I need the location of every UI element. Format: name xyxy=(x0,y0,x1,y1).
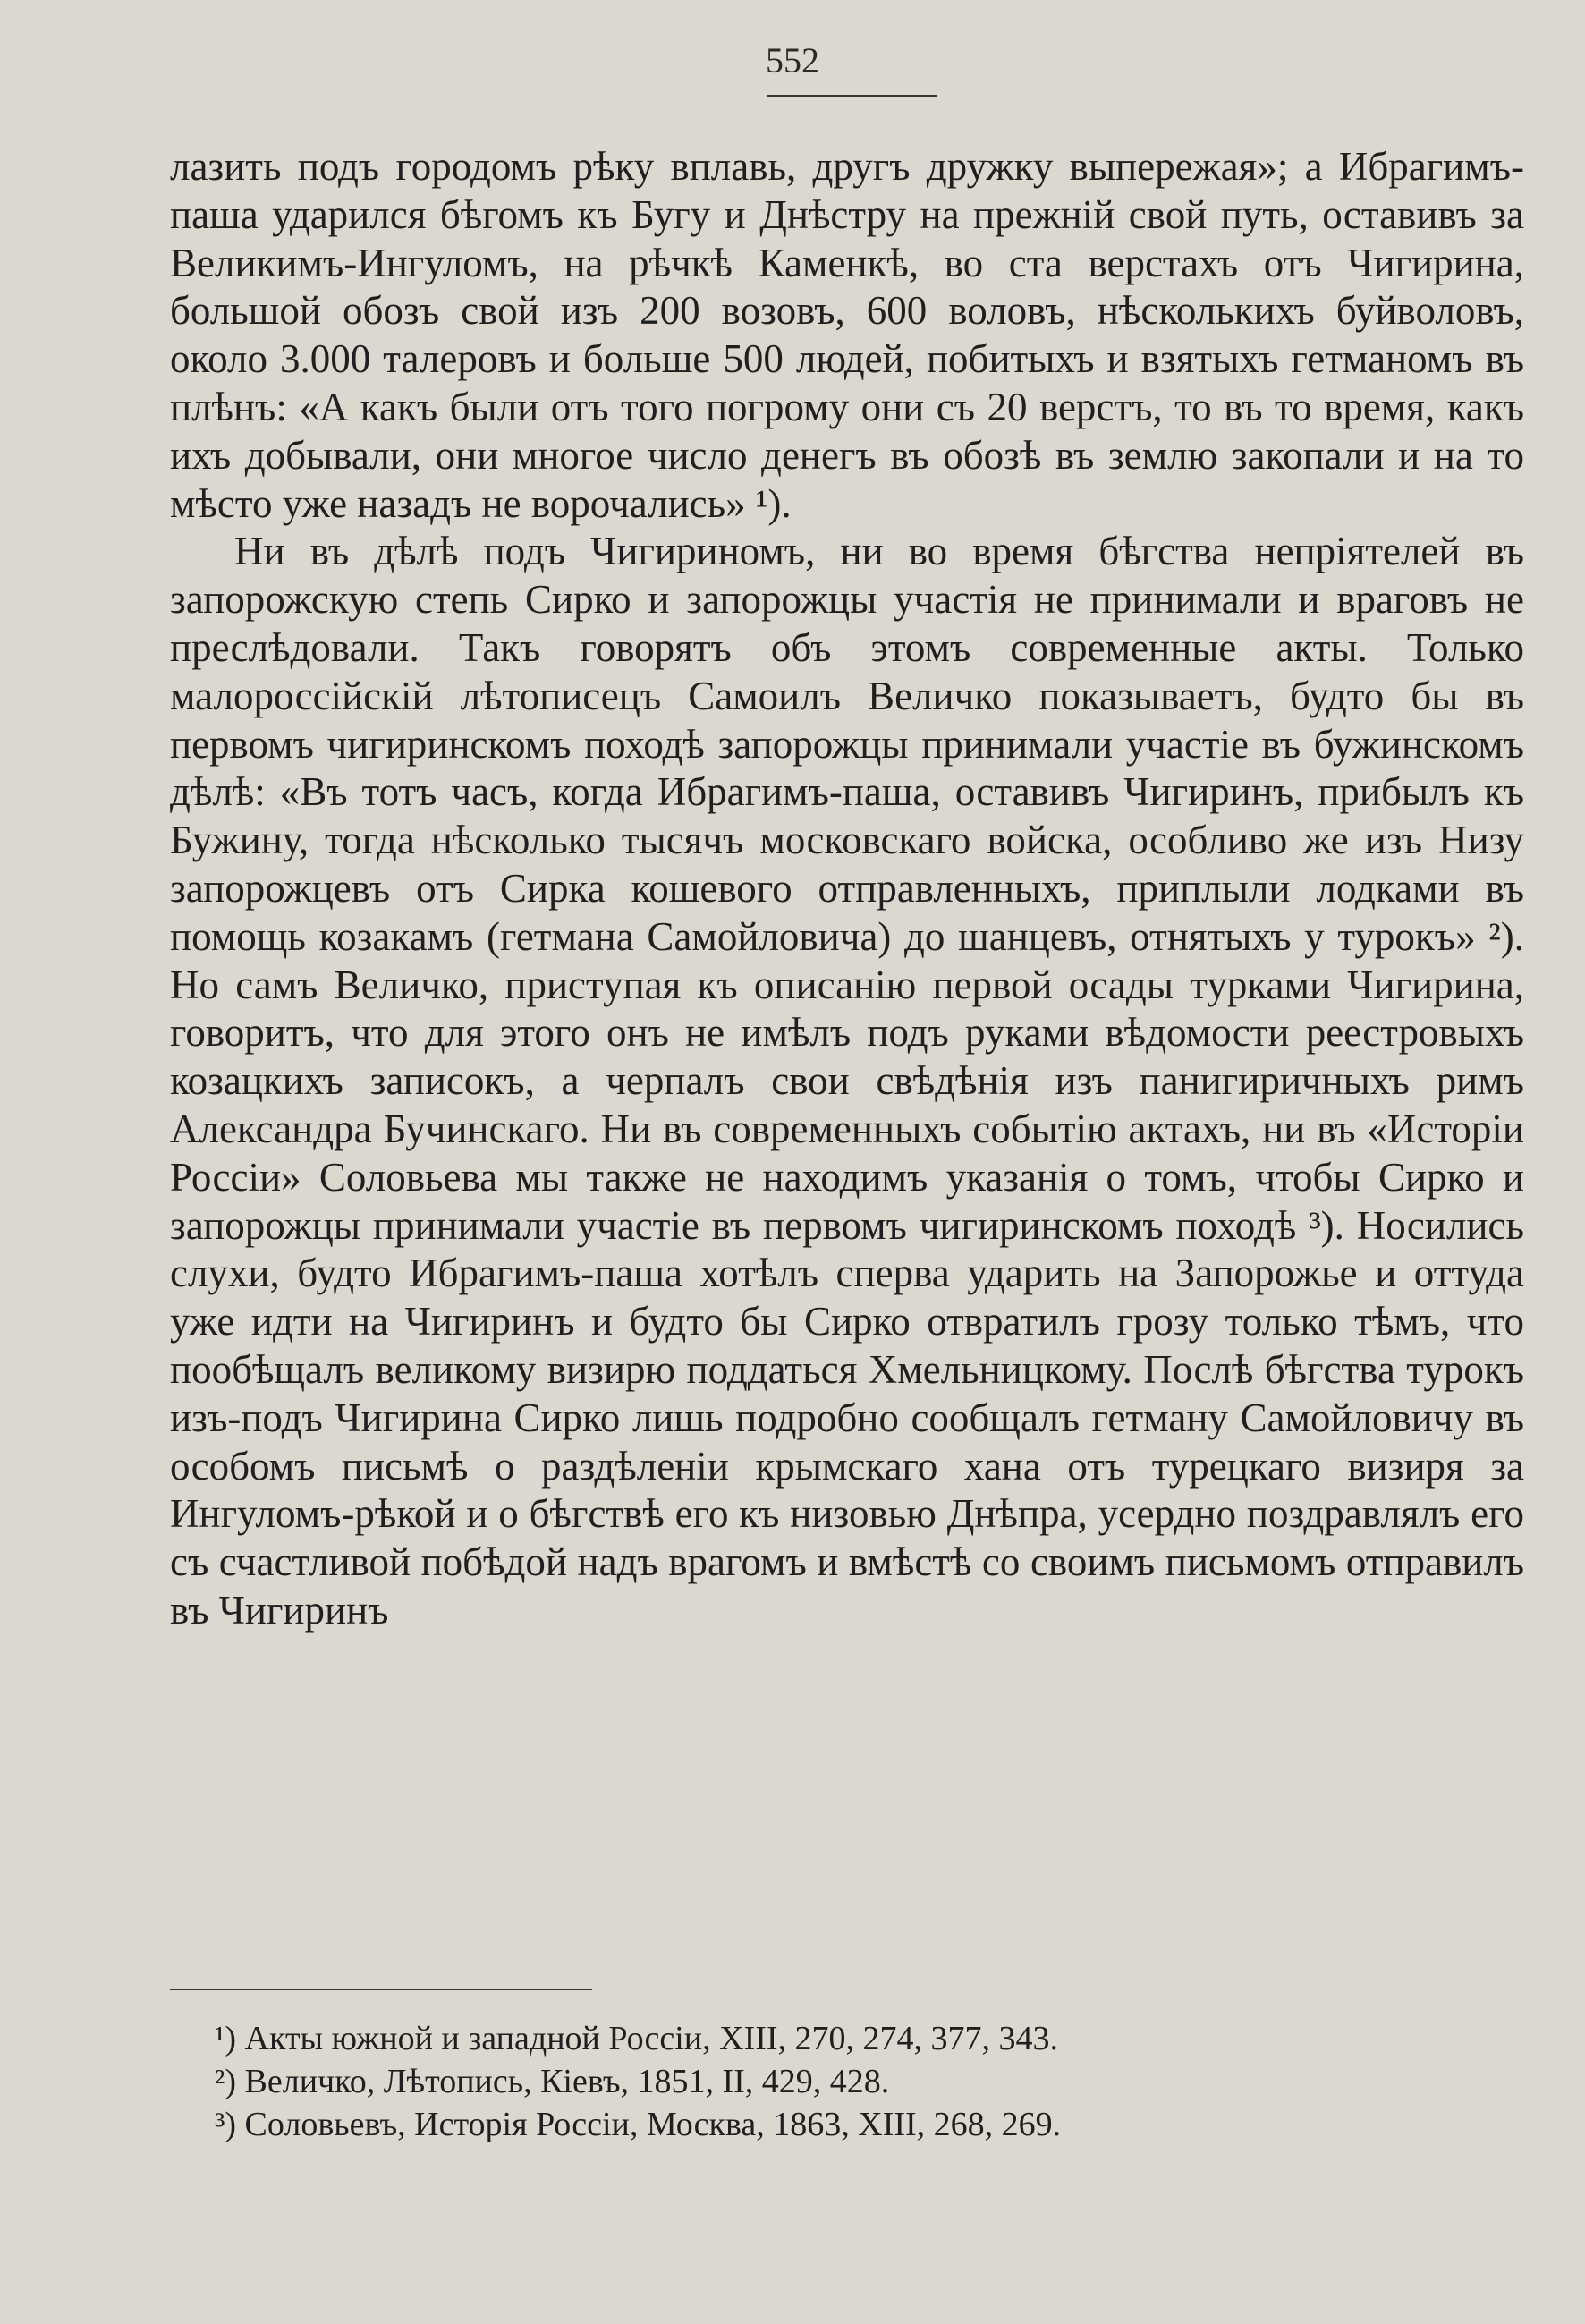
paragraph: Ни въ дѣлѣ подъ Чигириномъ, ни во время бѣгства непріятелей въ запорожскую степь Сирко и запорожцы участія не принимали и враговъ не преслѣдовали. Такъ говорятъ объ этомъ современные акты. Только малороссійскій лѣтописецъ Самоилъ Величко показываетъ, будто бы въ первомъ чигиринскомъ походѣ запорожцы принимали участіе въ бужинскомъ дѣлѣ: «Въ тотъ часъ, когда Ибрагимъ-паша, оставивъ Чигиринъ, прибылъ къ Бужину, тогда нѣсколько тысячъ московскаго войска, особливо же изъ Низу запорожцевъ отъ Сирка кошевого отправленныхъ, приплыли лодками въ помощь козакамъ (гетмана Самойловича) до шанцевъ, отнятыхъ у турокъ» ²). Но самъ Величко, приступая къ описанію первой осады турками Чигирина, говоритъ, что для этого онъ не имѣлъ подъ руками вѣдомости реестровыхъ козацкихъ записокъ, а черпалъ свои свѣдѣнія изъ панигиричныхъ римъ Александра Бучинскаго. Ни въ современныхъ событію актахъ, ни въ «Исторіи Россіи» Соловьева мы также не находимъ указанія о томъ, чтобы Сирко и запорожцы принимали участіе въ первомъ чигиринскомъ походѣ ³). Носились слухи, будто Ибрагимъ-паша хотѣлъ сперва ударить на Запорожье и оттуда уже идти на Чигиринъ и будто бы Сирко отвратилъ грозу только тѣмъ, что пообѣщалъ великому визирю поддаться Хмельницкому. Послѣ бѣгства турокъ изъ-подъ Чигирина Сирко лишь подробно сообщалъ гетману Самойловичу въ особомъ письмѣ о раздѣленіи крымскаго хана отъ турецкаго визиря за Ингуломъ-рѣкой и о бѣгствѣ его къ низовью Днѣпра, усердно поздравлялъ его съ счастливой побѣдой надъ врагомъ и вмѣстѣ со своимъ письмомъ отправилъ въ Чигиринъ xyxy=(170,529,1524,1633)
footnotes xyxy=(215,2017,1377,2146)
page-number: 552 xyxy=(766,40,819,81)
footnote: ¹) Акты южной и западной Россіи, XIII, 270, 274, 377, 343. xyxy=(215,2020,1059,2057)
footnote-rule xyxy=(170,1989,592,1990)
footnote: ²) Величко, Лѣтопись, Кіевъ, 1851, II, 429, 428. xyxy=(215,2063,890,2100)
main-text xyxy=(170,143,1524,1635)
paragraph: лазить подъ городомъ рѣку вплавь, другъ дружку выпережая»; а Ибрагимъ-паша ударился бѣгомъ къ Бугу и Днѣстру на прежній свой путь, оставивъ за Великимъ-Ингуломъ, на рѣчкѣ Каменкѣ, во ста верстахъ отъ Чигирина, большой обозъ свой изъ 200 возовъ, 600 воловъ, нѣсколькихъ буйволовъ, около 3.000 талеровъ и больше 500 людей, побитыхъ и взятыхъ гетманомъ въ плѣнъ: «А какъ были отъ того погрому они съ 20 верстъ, то въ то время, какъ ихъ добывали, они многое число денегъ въ обозѣ въ землю закопали и на то мѣсто уже назадъ не ворочались» ¹). xyxy=(170,144,1524,526)
footnote: ³) Соловьевъ, Исторія Россіи, Москва, 1863, XIII, 268, 269. xyxy=(215,2106,1062,2143)
page-number-rule xyxy=(767,95,937,97)
